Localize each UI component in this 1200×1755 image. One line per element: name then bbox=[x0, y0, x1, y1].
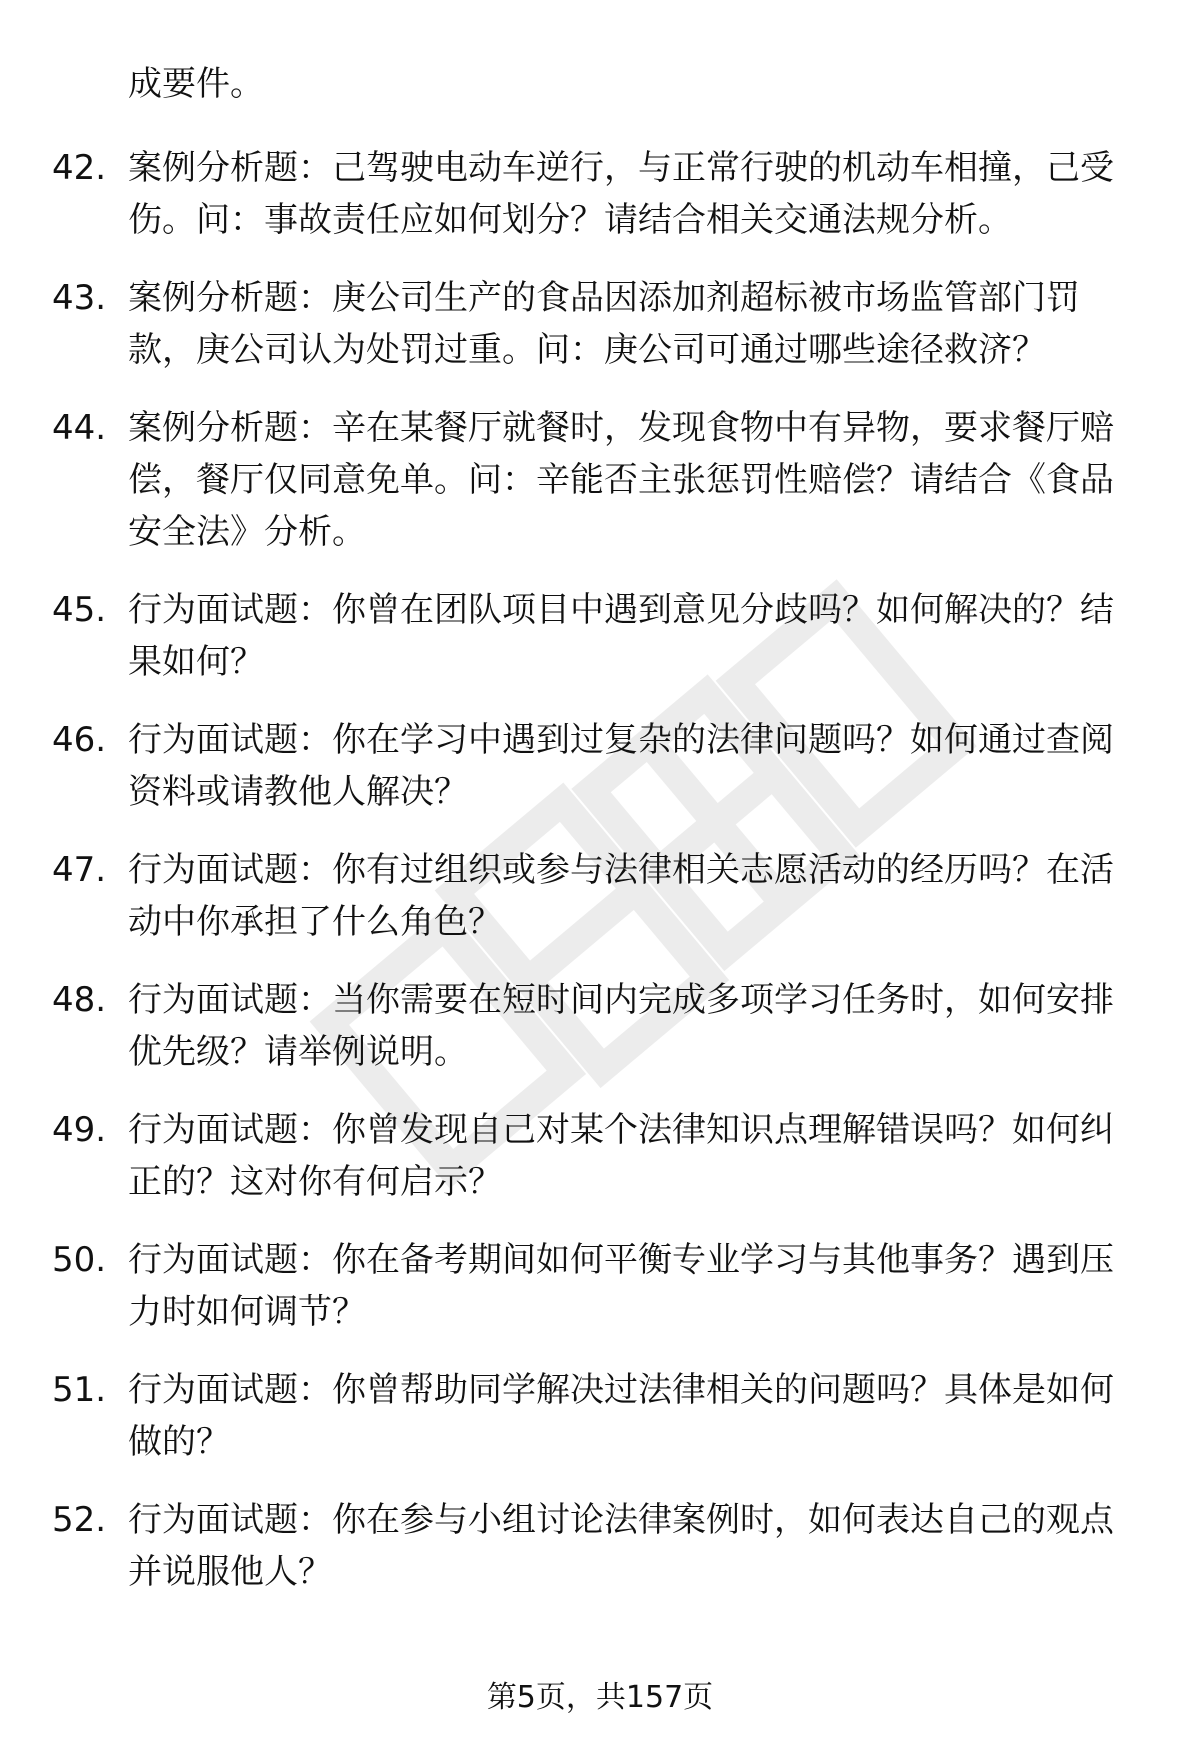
page-footer: 第5页，共157页 bbox=[486, 1680, 714, 1715]
list-item bbox=[0, 1104, 1200, 1208]
list-item bbox=[0, 402, 1200, 558]
question-number: 47. bbox=[52, 850, 107, 890]
question-text: 行为面试题：你曾发现自己对某个法律知识点理解错误吗？如何纠正的？这对你有何启示？ bbox=[128, 1110, 1114, 1202]
list-item bbox=[0, 1494, 1200, 1598]
question-number: 52. bbox=[52, 1500, 107, 1540]
question-text: 行为面试题：你在参与小组讨论法律案例时，如何表达自己的观点并说服他人？ bbox=[128, 1500, 1114, 1592]
question-number: 44. bbox=[52, 408, 107, 448]
list-item bbox=[0, 272, 1200, 376]
question-text: 行为面试题：你有过组织或参与法律相关志愿活动的经历吗？在活动中你承担了什么角色？ bbox=[128, 850, 1114, 942]
question-number: 45. bbox=[52, 590, 107, 630]
list-item bbox=[0, 714, 1200, 818]
list-item bbox=[0, 584, 1200, 688]
question-text: 行为面试题：当你需要在短时间内完成多项学习任务时，如何安排优先级？请举例说明。 bbox=[128, 980, 1114, 1072]
list-item bbox=[0, 974, 1200, 1078]
list-item bbox=[0, 1364, 1200, 1468]
question-number: 43. bbox=[52, 278, 107, 318]
question-number: 51. bbox=[52, 1370, 107, 1410]
question-text: 案例分析题：庚公司生产的食品因添加剂超标被市场监管部门罚款，庚公司认为处罚过重。问：庚公司可通过哪些途径救济？ bbox=[128, 278, 1080, 370]
question-number: 42. bbox=[52, 148, 107, 188]
continuation-text: 成要件。 bbox=[128, 64, 264, 104]
question-number: 50. bbox=[52, 1240, 107, 1280]
question-number: 48. bbox=[52, 980, 107, 1020]
question-list bbox=[0, 142, 1200, 1624]
list-item bbox=[0, 844, 1200, 948]
question-text: 案例分析题：辛在某餐厅就餐时，发现食物中有异物，要求餐厅赔偿，餐厅仅同意免单。问：辛能否主张惩罚性赔偿？请结合《食品安全法》分析。 bbox=[128, 408, 1114, 552]
question-text: 行为面试题：你在备考期间如何平衡专业学习与其他事务？遇到压力时如何调节？ bbox=[128, 1240, 1114, 1332]
question-number: 49. bbox=[52, 1110, 107, 1150]
question-text: 行为面试题：你在学习中遇到过复杂的法律问题吗？如何通过查阅资料或请教他人解决？ bbox=[128, 720, 1114, 812]
question-text: 行为面试题：你曾帮助同学解决过法律相关的问题吗？具体是如何做的？ bbox=[128, 1370, 1114, 1462]
list-item bbox=[0, 1234, 1200, 1338]
question-number: 46. bbox=[52, 720, 107, 760]
question-text: 案例分析题：己驾驶电动车逆行，与正常行驶的机动车相撞，己受伤。问：事故责任应如何划分？请结合相关交通法规分析。 bbox=[128, 148, 1114, 240]
list-item bbox=[0, 142, 1200, 246]
question-text: 行为面试题：你曾在团队项目中遇到意见分歧吗？如何解决的？结果如何？ bbox=[128, 590, 1114, 682]
